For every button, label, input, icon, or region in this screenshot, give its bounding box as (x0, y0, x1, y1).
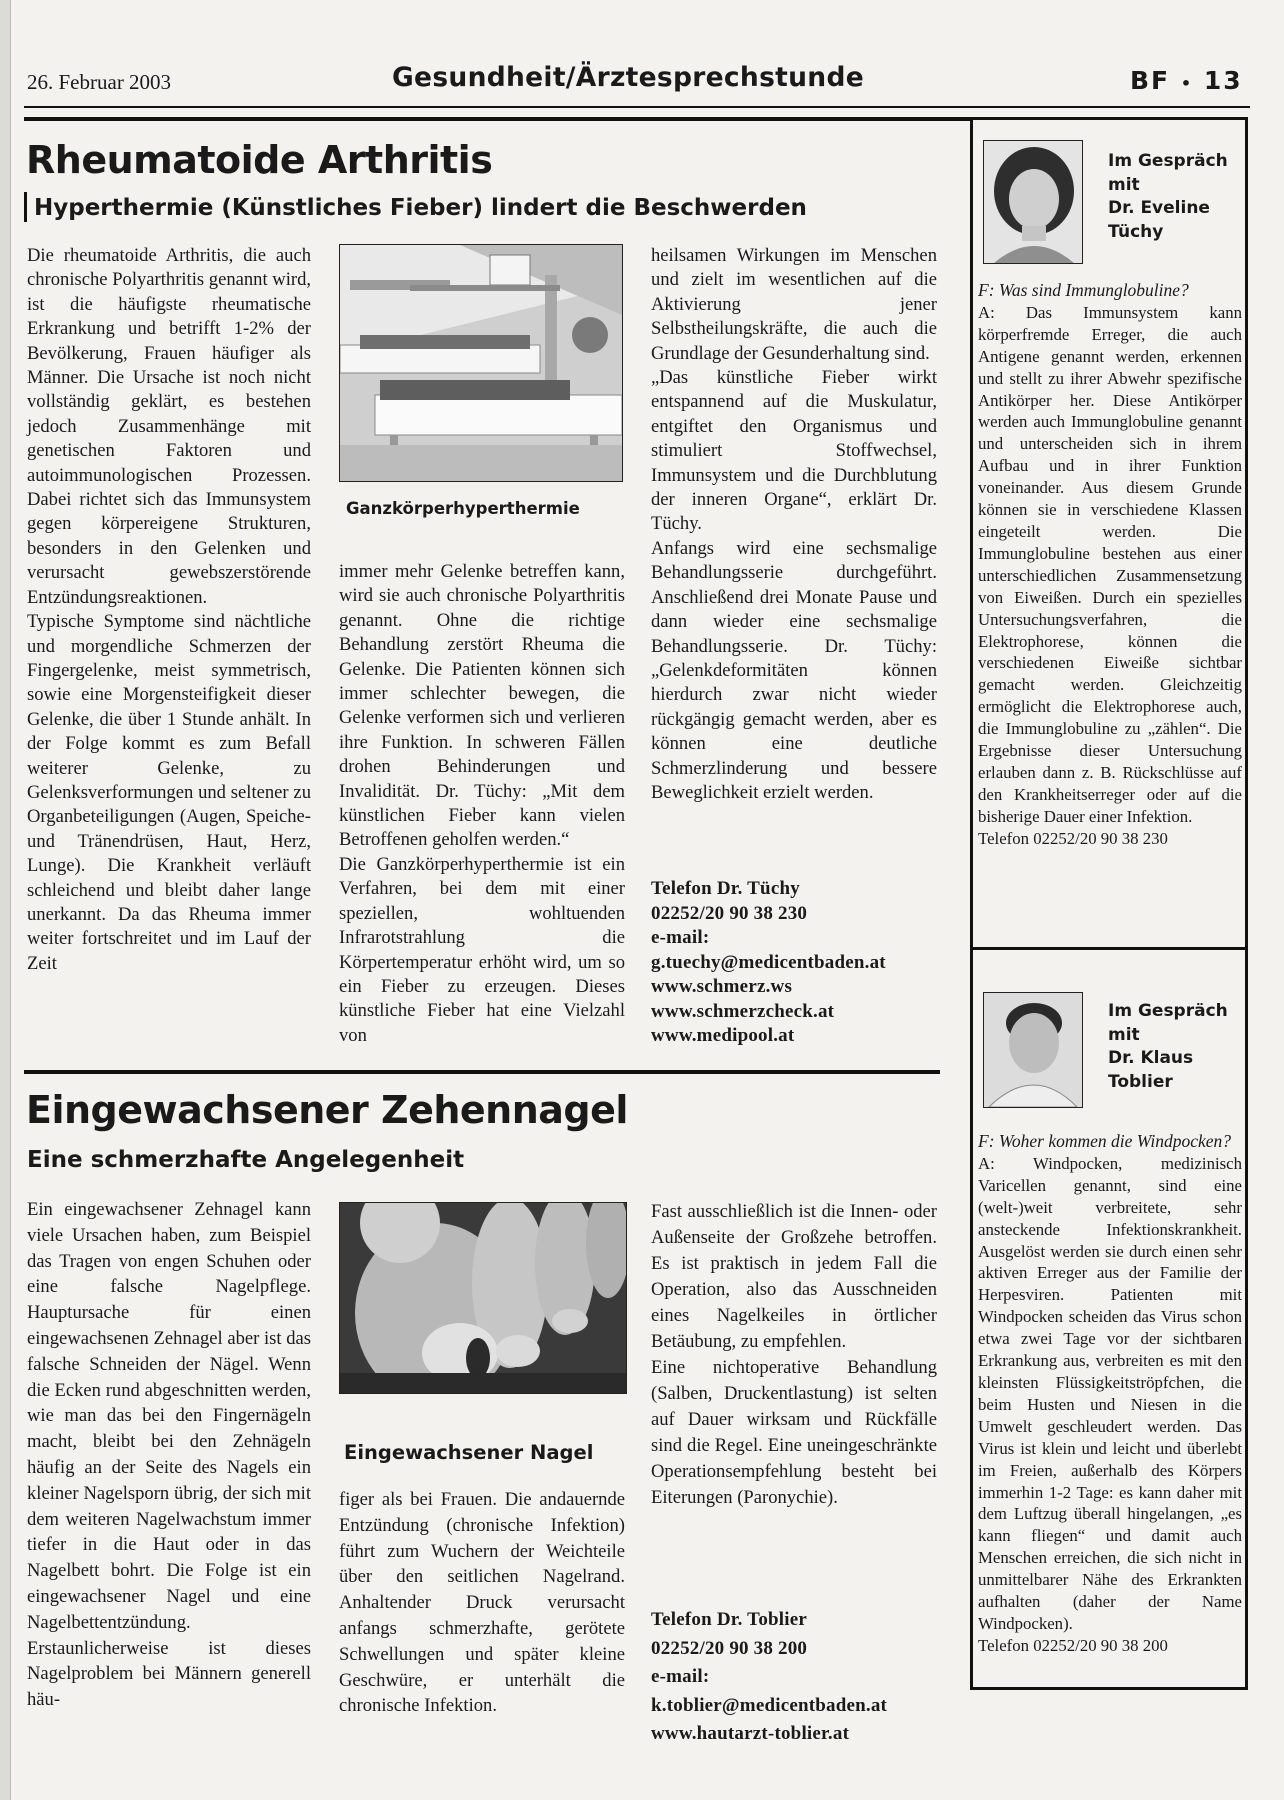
article1-top-rule (24, 117, 970, 121)
scan-edge (0, 0, 11, 1800)
toenail-illustration (340, 1203, 626, 1393)
contact-phone: 02252/20 90 38 200 (651, 1637, 808, 1659)
contact-web-link[interactable]: www.hautarzt-toblier.at (651, 1723, 850, 1744)
toenail-photo (339, 1202, 627, 1394)
article2-col2 (339, 1487, 625, 1719)
sidebar1-heading (1108, 150, 1228, 244)
article1-subtitle: Hyperthermie (Künstliches Fieber) lindert die Beschwerden (34, 195, 807, 221)
paragraph: Die Ganzkörperhyperthermie ist ein Verfahren, bei dem mit einer speziellen, wohltuenden Infrarotstrahlung die Körpertemperatur erhöht wird, um so ein Fieber zu erzeugen. Dieses künstliche Fieber hat eine Vielzahl von (339, 853, 625, 1046)
contact-phone-label: Telefon Dr. Tüchy (651, 878, 800, 899)
heading-line: Dr. Klaus (1108, 1048, 1194, 1068)
section-title: Gesundheit/Ärztesprechstunde (392, 62, 864, 93)
page-number: 13 (1203, 66, 1243, 95)
portrait-toblier (983, 992, 1083, 1108)
article1-col1 (27, 244, 311, 976)
contact-email-label: e-mail: (651, 1666, 710, 1687)
paragraph: Eine nichtoperative Behandlung (Salben, Druckentlastung) ist selten auf Dauer wirksam und Rückfälle sind die Regel. Eine uneingeschränkte Operationsempfehlung besteht bei Eiterungen (Paronychie). (651, 1357, 937, 1508)
paragraph: Anfangs wird eine sechsmalige Behandlungsserie durchgeführt. Anschließend drei Monate Pause und dann wieder eine sechsmalige Behandlungsserie. Dr. Tüchy: „Gelenkdeformitäten können hierdurch zwar nicht wieder rückgängig gemacht werden, aber es können eine deutliche Schmerzlinderung und bessere Beweglichkeit erzielt werden. (651, 537, 937, 803)
sidebar2-answer: A: Windpocken, medizinisch Varicellen genannt, sind eine (welt-)weit verbreitete, sehr ansteckende Infektionskrankheit. Ausgelöst werden sie durch einen sehr aktiven Erreger aus der Familie der Herpesviren. Patienten mit Windpocken scheiden das Virus schon etwa zwei Tage vor der sichtbaren Erkrankung aus, verbreiten es mit den kleinsten Flüssigkeitströpfchen, die beim Husten und Niesen in die Umwelt geschleudert werden. Das Virus ist klein und leicht und überlebt im Freien, außerhalb des Körpers immerhin 1-2 Tage: es kann daher mit dem Luftzug überall hingelangen, „es kann fliegen“ und damit auch Menschen erreichen, die sich nicht in unmittelbarer Nähe des Erkrankten aufhalten (daher der Name Windpocken). (978, 1153, 1242, 1633)
heading-line: mit (1108, 174, 1140, 195)
article1-image-caption: Ganzkörperhyperthermie (346, 499, 580, 518)
contact-email-link[interactable]: g.tuechy@medicentbaden.at (651, 951, 886, 973)
contact-email-link[interactable]: k.toblier@medicentbaden.at (651, 1694, 888, 1716)
heading-line: Im Gespräch (1108, 151, 1228, 171)
portrait-tuechy (983, 140, 1083, 264)
article2-subtitle: Eine schmerzhafte Angelegenheit (27, 1147, 465, 1173)
sidebar2-text (978, 1131, 1242, 1657)
portrait-icon (984, 993, 1082, 1107)
sidebar1-phone: Telefon 02252/20 90 38 230 (978, 828, 1168, 848)
article2-contact (651, 1606, 951, 1749)
paragraph: Fast ausschließlich ist die Innen- oder Außenseite der Großzehe betroffen. Es ist praktisch in jedem Fall die Operation, also das Ausschneiden eines Nagelkeiles in örtlicher Betäubung, zu empfehlen. (651, 1201, 937, 1352)
separator-dot: • (1180, 74, 1194, 93)
paragraph: „Das künstliche Fieber wirkt entspannend auf die Muskulatur, entgiftet den Organismus und stimuliert Stoffwechsel, Immunsystem und die Durchblutung der inneren Organe“, erklärt Dr. Tüchy. (651, 367, 937, 535)
hyperthermia-illustration (340, 245, 622, 481)
heading-line: Dr. Eveline (1108, 198, 1210, 218)
paragraph: immer mehr Gelenke betreffen kann, wird sie auch chronische Polyarthritis genannt. Ohne die richtige Behandlung zerstört Rheuma die Gelenke. Die Patienten können sich immer schlechter bewegen, die Gelenke verformen sich und verlieren ihre Funktion. In schweren Fällen drohen Behinderungen und Invalidität. Dr. Tüchy: „Mit dem künstlichen Fieber kann vielen Betroffenen geholfen werden.“ (339, 561, 625, 851)
contact-web-link[interactable]: www.medipool.at (651, 1025, 795, 1046)
article2-image-caption: Eingewachsener Nagel (344, 1441, 594, 1464)
sidebar2-phone: Telefon 02252/20 90 38 200 (978, 1635, 1168, 1655)
contact-phone: 02252/20 90 38 230 (651, 902, 808, 924)
contact-web-link[interactable]: www.schmerzcheck.at (651, 1000, 835, 1022)
sidebar1-answer: A: Das Immunsystem kann körperfremde Erreger, die auch Antigene genannt werden, erkennen und stellt zu ihrer Abwehr spezifische Antikörper her. Diese Antikörper werden auch Immunglobuline genannt und unterscheiden sich in ihrem Aufbau und in ihrer Funktion voneinander. Aus diesem Grunde können sie in verschiedene Klassen eingeteilt werden. Die Immunglobuline bestehen aus einer unterschiedlichen Zusammensetzung von Eiweißen. Durch ein spezielles Untersuchungsverfahren, die Elektrophorese, können die verschiedenen Eiweiße sichtbar gemacht werden. Gleichzeitig ermöglicht die Elektrophorese auch, die Immunglobuline zu „zählen“. Die Ergebnisse dieser Untersuchung erlauben dann z. B. Rückschlüsse auf den Krankheitserreger oder auf die bisherige Dauer einer Infektion. (978, 302, 1242, 826)
heading-line: Tüchy (1108, 221, 1164, 242)
portrait-icon (984, 141, 1082, 263)
heading-line: mit (1108, 1024, 1140, 1045)
article1-col2 (339, 560, 625, 1048)
article1-title: Rheumatoide Arthritis (26, 138, 493, 182)
article2-col1 (27, 1197, 311, 1713)
heading-line: Toblier (1108, 1071, 1173, 1092)
issue-date: 26. Februar 2003 (27, 70, 172, 94)
sidebar2-question: F: Woher kommen die Windpocken? (978, 1131, 1232, 1151)
article1-contact (651, 877, 951, 1049)
sidebar2-heading (1108, 1000, 1228, 1094)
article2-top-rule (24, 1070, 940, 1074)
paragraph: figer als bei Frauen. Die andauernde Entzündung (chronische Infektion) führt zum Wuchern der Weichteile über den seitlichen Nagelrand. Anhaltender Druck verursacht anfangs schmerzhafte, gerötete Schwellungen und später kleine Geschwüre, er unterhält die chronische Infektion. (339, 1489, 625, 1717)
sidebar1-question: F: Was sind Immunglobuline? (978, 280, 1189, 300)
contact-email-label: e-mail: (651, 927, 710, 948)
contact-phone-label: Telefon Dr. Toblier (651, 1609, 808, 1630)
paragraph: Die rheumatoide Arthritis, die auch chronische Polyarthritis genannt wird, ist die häufigste rheumatische Erkrankung und betrifft 1-2% der Bevölkerung, Frauen häufiger als Männer. Die Ursache ist noch nicht vollständig geklärt, es bestehen jedoch Zusammenhänge mit genetischen Faktoren und autoimmunologischen Prozessen. Dabei richtet sich das Immunsystem gegen körpereigene Strukturen, besonders in den Gelenken und verursacht gewebszerstörende Entzündungsreaktionen. (27, 245, 312, 608)
paragraph: Typische Symptome sind nächtliche und morgendliche Schmerzen der Fingergelenke, meist symmetrisch, sowie eine Morgensteifigkeit dieser Gelenke, die über 1 Stunde anhält. In der Folge kommt es zum Befall weiterer Gelenke, zu Gelenksverformungen und seltener zu Organbeteiligungen (Augen, Speiche- und Tränendrüsen, Haut, Herz, Lunge). Die Krankheit verläuft schleichend und bleibt daher lange unerkannt. Da das Rheuma immer weiter fortschreitet und im Lauf der Zeit (27, 611, 311, 974)
heading-line: Im Gespräch (1108, 1001, 1228, 1021)
paragraph: Ein eingewachsener Zehnagel kann viele Ursachen haben, zum Beispiel das Tragen von engen Schuhen oder eine falsche Nagelpflege. Hauptursache für einen eingewachsenen Zehnagel aber ist das falsche Schneiden der Nägel. Wenn die Ecken rund abgeschnitten werden, wie man das bei den Fingernägeln macht, bleibt bei den Zehnägeln häufig an der Seite des Nagels ein kleiner Nagelsporn übrig, der sich mit dem weiteren Nagelwachstum immer tiefer in die Haut oder in das Nagelbett bohrt. Die Folge ist ein eingewachsener Nagel und eine Nagelbettentzündung. Erstaunlicherweise ist dieses Nagelproblem bei Männern generell häu- (27, 1199, 311, 1711)
article2-col3 (651, 1199, 937, 1511)
contact-web-link[interactable]: www.schmerz.ws (651, 976, 793, 997)
sidebar1-text (978, 280, 1242, 850)
hyperthermia-photo (339, 244, 623, 482)
brand-label: BF (1130, 66, 1171, 95)
page-number-block (1130, 66, 1243, 95)
header-rule (24, 106, 1250, 108)
article2-title: Eingewachsener Zehennagel (26, 1088, 628, 1132)
article1-subtitle-bar (24, 192, 27, 222)
article1-col3 (651, 244, 937, 805)
paragraph: heilsamen Wirkungen im Menschen und zielt im wesentlichen auf die Aktivierung jener Selbstheilungskräfte, die auch die Grundlage der Gesunderhaltung sind. (651, 245, 937, 364)
